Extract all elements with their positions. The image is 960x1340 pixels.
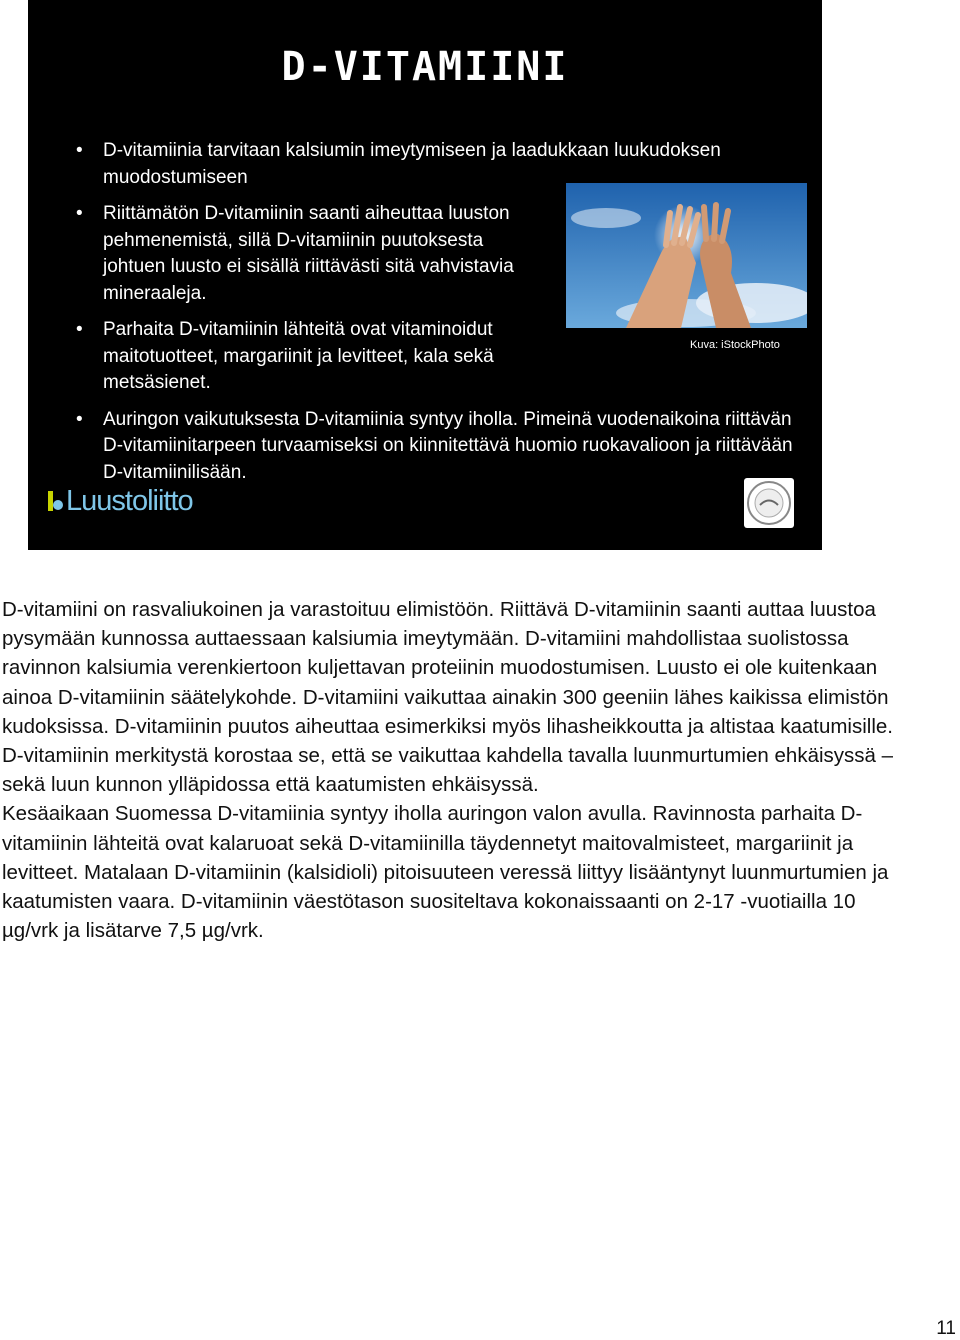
- photo-credit: Kuva: iStockPhoto: [690, 339, 780, 351]
- slide-image: [28, 0, 822, 550]
- hands-sky-illustration: [566, 183, 807, 328]
- article-body: [2, 595, 902, 945]
- luustoliitto-logo: [46, 486, 193, 516]
- luustoliitto-logo-icon: [46, 489, 64, 513]
- logo-text: Luustoliitto: [66, 484, 193, 517]
- slide-bullet: • D-vitamiinia tarvitaan kalsiumin imeytymiseen ja laadukkaan luukudoksen muodostumiseen: [76, 138, 793, 191]
- slide-title: D-VITAMIINI: [281, 44, 569, 90]
- ray-badge: [744, 478, 794, 528]
- ray-logo-icon: [744, 478, 794, 528]
- hands-sky-photo: [566, 183, 807, 328]
- slide-bullet: • Riittämätön D-vitamiinin saanti aiheuttaa luuston pehmenemistä, sillä D-vitamiinin puutoksesta johtuen luusto ei sisällä riittävästi sitä vahvistavia mineraaleja.: [76, 201, 533, 307]
- page-number: 11: [936, 1318, 956, 1339]
- slide-bullet: • Auringon vaikutuksesta D-vitamiinia syntyy iholla. Pimeinä vuodenaikoina riittävän D-vitamiinitarpeen turvaamiseksi on kiinnitettävä huomio ruokavalioon ja riittävään D-vitamiinilisään.: [76, 407, 793, 487]
- slide-bullet: • Parhaita D-vitamiinin lähteitä ovat vitaminoidut maitotuotteet, margariinit ja levitteet, kala sekä metsäsienet.: [76, 317, 533, 397]
- body-paragraph: Kesäaikaan Suomessa D-vitamiinia syntyy iholla auringon valon avulla. Ravinnosta parhaita D-vitamiinin lähteitä ovat kalaruoat sekä D-vitamiinilla täydennetyt maitovalmisteet, margariinit ja levitteet. Matalaan D-vitamiinin (kalsidioli) pitoisuuteen veressä liittyy lisääntynyt luunmurtumien ja kaatumisten vaara. D-vitamiinin väestötason suositeltava kokonaissaanti on 2-17 -vuotiailla 10 µg/vrk ja lisätarve 7,5 µg/vrk.: [2, 802, 889, 943]
- body-paragraph: D-vitamiini on rasvaliukoinen ja varastoituu elimistöön. Riittävä D-vitamiinin saanti auttaa luustoa pysymään kunnossa auttaessaan kalsiumia imeytymään. D-vitamiini mahdollistaa suolistossa ravinnon kalsiumia verenkiertoon kuljettavan proteiinin muodostumisen. Luusto ei ole kuitenkaan ainoa D-vitamiinin säätelykohde. D-vitamiini vaikuttaa ainakin 300 geeniin lähes kaikissa elimistön kudoksissa. D-vitamiinin puutos aiheuttaa esimerkiksi myös lihasheikkoutta ja altistaa kaatumisille. D-vitamiinin merkitystä korostaa se, että se vaikuttaa kahdella tavalla luunmurtumien ehkäisyssä – sekä luun kunnon ylläpidossa että kaatumisten ehkäisyssä.: [2, 598, 894, 797]
